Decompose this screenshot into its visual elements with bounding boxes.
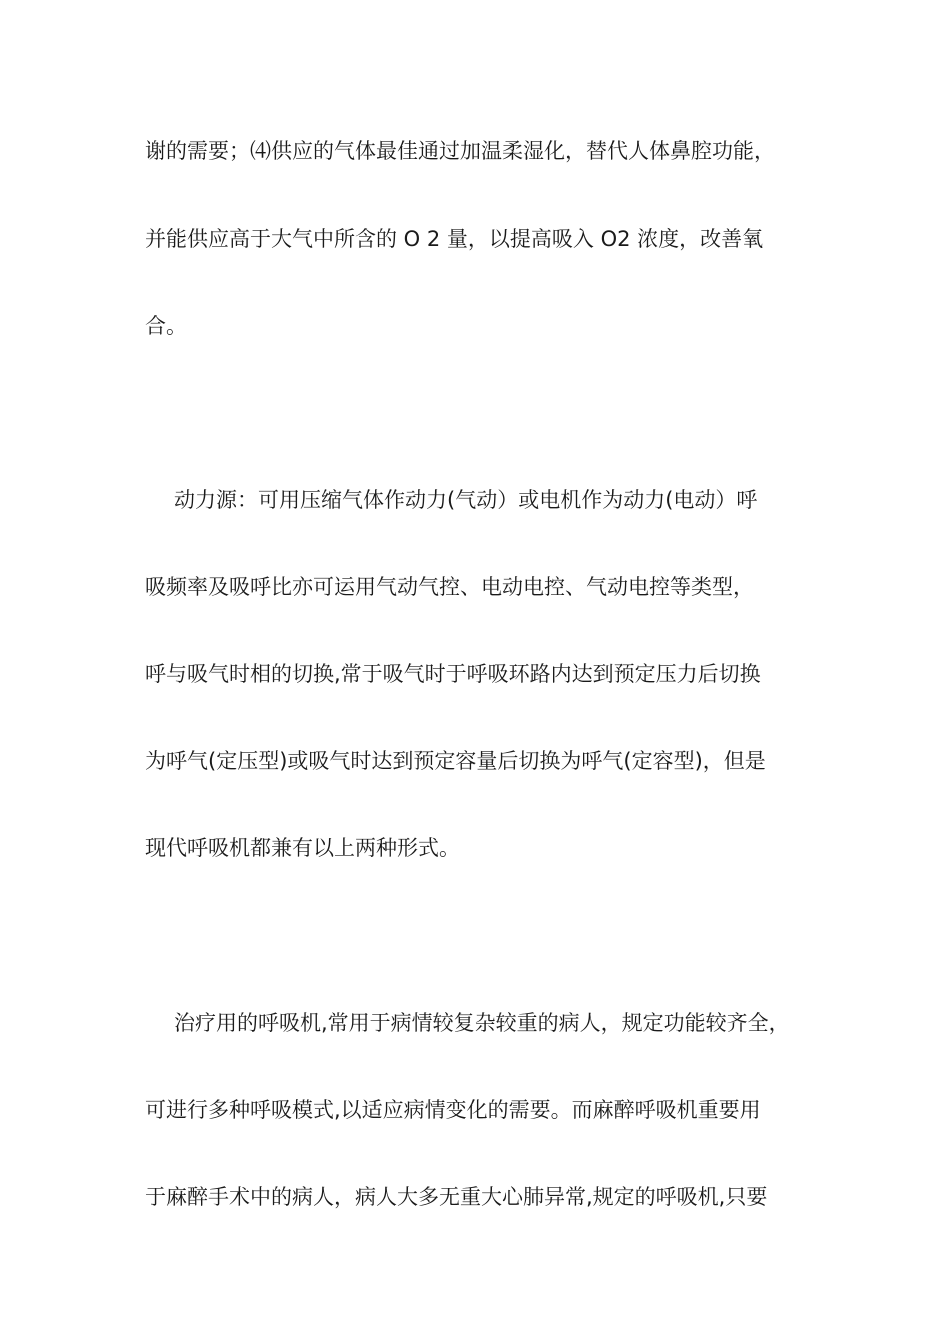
text-line: 可进行多种呼吸模式,以适应病情变化的需要。而麻醉呼吸机重要用 [145, 1098, 761, 1122]
text-line: 治疗用的呼吸机,常用于病情较复杂较重的病人，规定功能较齐全， [174, 1011, 790, 1035]
text-line: 现代呼吸机都兼有以上两种形式。 [145, 836, 460, 860]
text-line: 合。 [145, 314, 187, 338]
text-line: 并能供应高于大气中所含的 O 2 量，以提高吸入 O2 浓度，改善氧 [145, 227, 764, 251]
text-line: 为呼气(定压型)或吸气时达到预定容量后切换为呼气(定容型)，但是 [145, 749, 766, 773]
text-line: 于麻醉手术中的病人，病人大多无重大心肺异常,规定的呼吸机,只要 [145, 1185, 768, 1209]
text-line: 谢的需要；⑷供应的气体最佳通过加温柔湿化，替代人体鼻腔功能， [145, 139, 775, 163]
text-line: 呼与吸气时相的切换,常于吸气时于呼吸环路内达到预定压力后切换 [145, 662, 761, 686]
text-line: 吸频率及吸呼比亦可运用气动气控、电动电控、气动电控等类型， [145, 575, 754, 599]
text-line: 动力源：可用压缩气体作动力(气动）或电机作为动力(电动）呼 [174, 488, 758, 512]
